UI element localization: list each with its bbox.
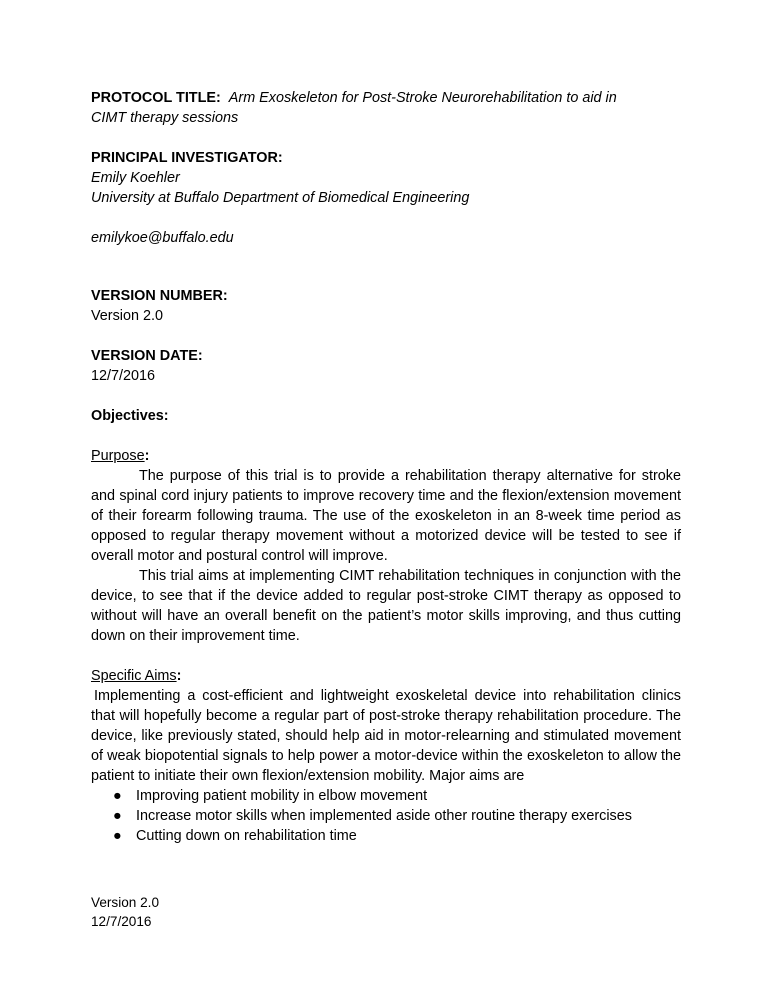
specific-aims-colon: : <box>176 668 182 684</box>
footer-date: 12/7/2016 <box>91 914 152 929</box>
bullet-icon: ● <box>113 828 122 844</box>
specific-aims-heading <box>91 666 681 686</box>
protocol-title-label: PROTOCOL TITLE: <box>91 90 221 106</box>
protocol-title-text-line1: Arm Exoskeleton for Post-Stroke Neurorehabilitation to aid in <box>228 90 617 106</box>
specific-aims-paragraph: Implementing a cost-efficient and lightweight exoskeletal device into rehabilitation clinics that will hopefully become a regular part of post-stroke therapy rehabilitation procedure. The device, like previously stated, should help aid in motor-relearning and stimulated movement of weak biopotential signals to help power a motor-device within the exoskeleton to allow the patient to initiate their own flexion/extension mobility. Major aims are <box>91 688 681 784</box>
footer-version: Version 2.0 <box>91 895 160 910</box>
version-date-label: VERSION DATE: <box>91 348 203 364</box>
investigator-name: Emily Koehler <box>91 170 180 186</box>
version-number: Version 2.0 <box>91 308 164 324</box>
purpose-paragraph-2: This trial aims at implementing CIMT rehabilitation techniques in conjunction with the device, to see that if the device added to regular post-stroke CIMT therapy as opposed to without will have an overall benefit on the patient’s motor skills improving, and thus cutting down on their improvement time. <box>91 568 681 644</box>
purpose-heading <box>91 446 681 466</box>
specific-aims-label: Specific Aims <box>91 668 177 684</box>
page-footer <box>91 893 159 931</box>
protocol-title <box>91 88 681 128</box>
list-item: ● Increase motor skills when implemented aside other routine therapy exercises <box>113 808 632 824</box>
version-date: 12/7/2016 <box>91 368 156 384</box>
investigator-email: emilykoe@buffalo.edu <box>91 230 234 246</box>
bullet-icon: ● <box>113 808 122 824</box>
version-number-label: VERSION NUMBER: <box>91 288 228 304</box>
document-body <box>91 88 681 846</box>
bullet-icon: ● <box>113 788 122 804</box>
purpose-label: Purpose <box>91 448 145 464</box>
purpose-paragraph-1: The purpose of this trial is to provide a rehabilitation therapy alternative for stroke and spinal cord injury patients to improve recovery time and the flexion/extension movement of their forearm following trauma. The use of the exoskeleton in an 8-week time period as opposed to regular therapy movement without a motorized device will be tested to see if overall motor and postural control will improve. <box>91 468 681 564</box>
objectives-heading: Objectives: <box>91 408 169 424</box>
specific-aims-list <box>91 786 681 846</box>
list-item: ● Improving patient mobility in elbow movement <box>113 788 428 804</box>
investigator-affiliation: University at Buffalo Department of Biomedical Engineering <box>91 190 470 206</box>
protocol-title-text-line2: CIMT therapy sessions <box>91 110 239 126</box>
list-item: ● Cutting down on rehabilitation time <box>113 828 357 844</box>
purpose-colon: : <box>144 448 150 464</box>
investigator-label: PRINCIPAL INVESTIGATOR: <box>91 150 283 166</box>
